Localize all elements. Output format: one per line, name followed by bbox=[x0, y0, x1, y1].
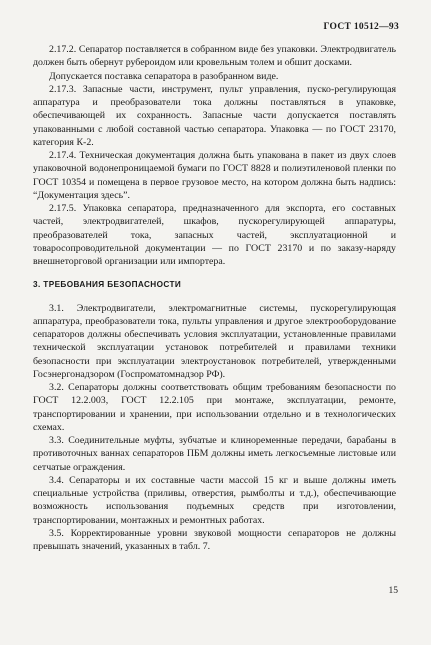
paragraph-3-4: 3.4. Сепараторы и их составные части массой 15 кг и выше должны иметь специальные устройства (приливы, отверстия, рымболты и т.д.), обеспечивающие возможность использования подъемных средств при изготовлении, транспортировании, монтажных и ремонтных работах. bbox=[33, 474, 396, 526]
paragraph-2-17-4: 2.17.4. Техническая документация должна быть упакована в пакет из двух слоев упаковочной водонепроницаемой бумаги по ГОСТ 8828 и полиэтиленовой пленки по ГОСТ 10354 и помещена в первое грузовое место, на котором должна быть надпись: “Документация здесь”. bbox=[33, 150, 396, 201]
document-body bbox=[33, 43, 396, 553]
page-number: 15 bbox=[388, 586, 398, 596]
paragraph-2-17-3: 2.17.3. Запасные части, инструмент, пульт управления, пуско-регулирующая аппаратура и преобразователи тока должны поставляться в упаковке, обеспечивающей их сохранность. Запасные части допускается поставлять упакованными с любой составной частью сепаратора. Упаковка — по ГОСТ 23170, категория К-2. bbox=[33, 83, 396, 148]
paragraph-2-17-2: 2.17.2. Сепаратор поставляется в собранном виде без упаковки. Электродвигатель должен быть обернут рубероидом или кровельным толем и обшит досками. bbox=[33, 44, 396, 69]
section-title: 3. ТРЕБОВАНИЯ БЕЗОПАСНОСТИ bbox=[33, 280, 182, 290]
paragraph-3-5: 3.5. Корректированные уровни звуковой мощности сепараторов не должны превышать значений, указанных в табл. 7. bbox=[33, 527, 396, 552]
paragraph-2-17-5: 2.17.5. Упаковка сепаратора, предназначенного для экспорта, его составных частей, электродвигателей, шкафов, пускорегулирующей аппаратуры, преобразователей тока, запасных частей, эксплуатационной и товаросопроводительной документации — по ГОСТ 23170 и по заказу-наряду внешнеторговой организации или импортера. bbox=[33, 203, 396, 267]
paragraph-3-2: 3.2. Сепараторы должны соответствовать общим требованиям безопасности по ГОСТ 12.2.003, ГОСТ 12.2.105 при монтаже, эксплуатации, ремонте, транспортировании и хранении, при использовании отдельно и в технологических схемах. bbox=[33, 382, 396, 433]
document-header: ГОСТ 10512—93 bbox=[323, 22, 399, 32]
paragraph-3-1: 3.1. Электродвигатели, электромагнитные системы, пускорегулирующая аппаратура, преобразователи тока, пульты управления и другое электрооборудование сепараторов должны обеспечивать условия эксплуатации, установленные правилами технической эксплуатации установок потребителей и правилами техники безопасности при эксплуатации электроустановок потребителей, утвержденными Госэнергонадзором (Госпроматомнадзор РФ). bbox=[33, 302, 396, 380]
paragraph-3-3: 3.3. Соединительные муфты, зубчатые и клиноременные передачи, барабаны в противоточных ваннах сепараторов ПБМ должны иметь легкосъемные листовые или сетчатые ограждения. bbox=[33, 435, 396, 473]
paragraph-disassembled-delivery: Допускается поставка сепаратора в разобранном виде. bbox=[49, 70, 279, 82]
